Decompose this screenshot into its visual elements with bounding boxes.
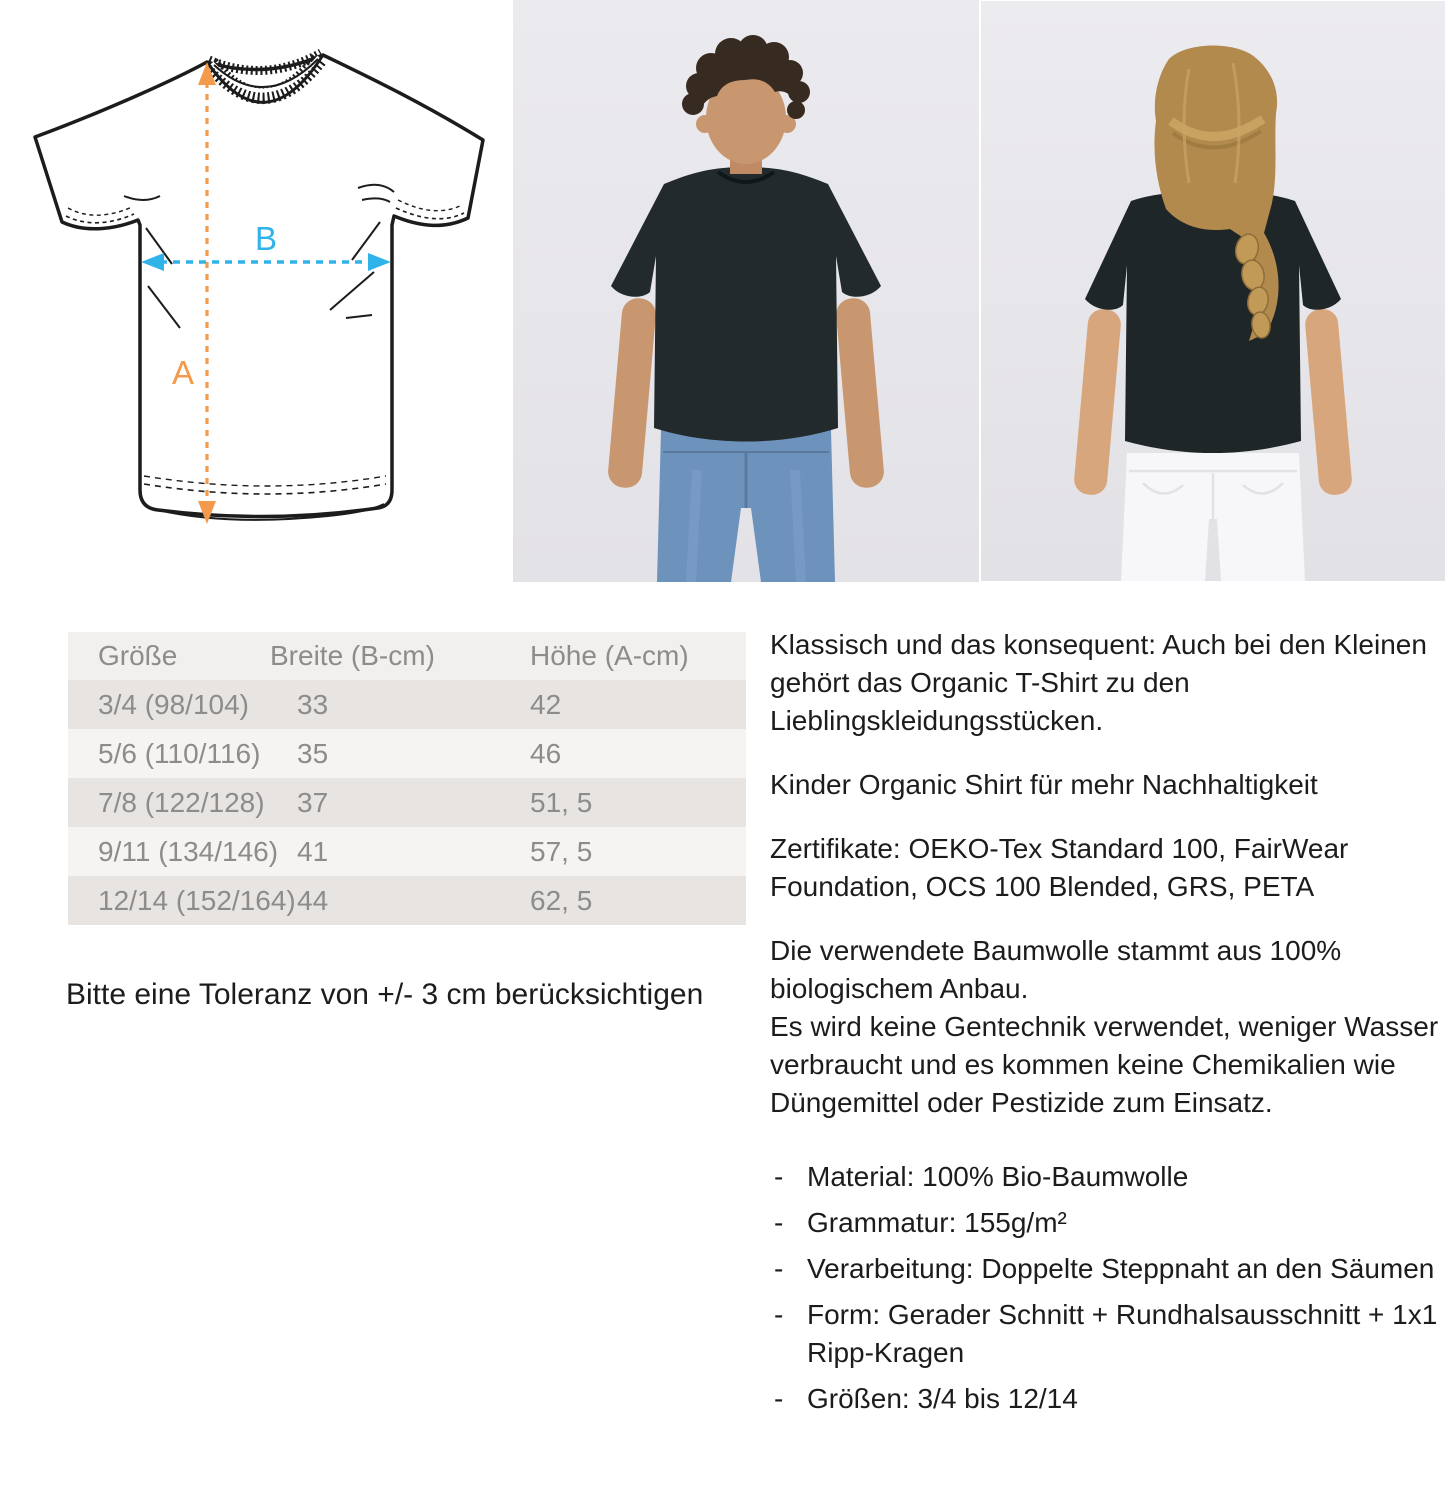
bullet-marker: - [774,1161,784,1192]
bullet-marker: - [774,1299,784,1330]
spec-text: Verarbeitung: Doppelte Steppnaht an den Säumen [807,1253,1435,1284]
description-paragraph: Klassisch und das konsequent: Auch bei den Kleinen gehört das Organic T-Shirt zu den Lieblingskleidungsstücken. [770,629,1427,736]
table-row [68,778,746,827]
spec-text: Material: 100% Bio-Baumwolle [807,1161,1189,1192]
tolerance-note: Bitte eine Toleranz von +/- 3 cm berücksichtigen [66,978,704,1011]
size-cell: 3/4 (98/104) [98,688,249,720]
size-table-header-height: Höhe (A-cm) [530,640,689,671]
width-cell: 44 [297,884,329,916]
table-row [68,729,746,778]
width-cell: 37 [297,786,329,818]
bullet-marker: - [774,1207,784,1238]
size-table-header-row [68,632,746,680]
width-cell: 33 [297,688,329,720]
jeans-wash-right [795,470,801,582]
size-cell: 5/6 (110/116) [98,737,261,769]
size-diagram [28,38,500,586]
jeans-wash-left [691,470,697,582]
model-photo-front [513,0,979,582]
size-cell: 9/11 (134/146) [98,835,279,867]
description-paragraph: Es wird keine Gentechnik verwendet, weniger Wasser verbraucht und es kommen keine Chemikalien wie Düngemittel oder Pestizide zum Einsatz. [770,1011,1439,1118]
table-row [68,827,746,876]
front-model-illustration [513,0,979,582]
spec-text: Größen: 3/4 bis 12/14 [807,1383,1078,1414]
spec-text: Form: Gerader Schnitt + Rundhalsausschnitt + 1x1 Ripp-Kragen [807,1299,1438,1368]
size-table [68,632,746,925]
height-label: A [171,354,195,391]
model-photo-back [981,0,1445,582]
height-cell: 51, 5 [530,786,593,818]
description-paragraph: Die verwendete Baumwolle stammt aus 100% biologischem Anbau. [770,935,1342,1004]
size-cell: 7/8 (122/128) [98,786,265,818]
size-table-header-width: Breite (B-cm) [270,640,435,671]
size-cell: 12/14 (152/164) [98,884,296,916]
spec-text: Grammatur: 155g/m² [807,1207,1067,1238]
product-description [770,626,1444,1426]
width-cell: 35 [297,737,329,769]
spec-list-item [770,1380,1444,1418]
description-paragraph: Kinder Organic Shirt für mehr Nachhaltigkeit [770,769,1318,800]
description-paragraph: Zertifikate: OEKO-Tex Standard 100, FairWear Foundation, OCS 100 Blended, GRS, PETA [770,833,1349,902]
size-table-header-size: Größe [98,640,178,671]
height-cell: 57, 5 [530,835,593,867]
bullet-marker: - [774,1253,784,1284]
spec-list-item [770,1204,1444,1242]
back-model-illustration [981,0,1445,582]
spec-list [770,1158,1444,1418]
table-row [68,876,746,925]
width-label: B [254,220,278,257]
height-cell: 42 [530,688,562,720]
spec-list-item [770,1296,1444,1372]
tshirt-outline [35,55,483,517]
width-cell: 41 [297,835,329,867]
height-cell: 62, 5 [530,884,593,916]
bullet-marker: - [774,1383,784,1414]
spec-list-item [770,1158,1444,1196]
height-cell: 46 [530,737,562,769]
table-row [68,680,746,729]
left-ear [696,115,714,133]
tshirt-measure-drawing [28,38,500,586]
spec-list-item [770,1250,1444,1288]
